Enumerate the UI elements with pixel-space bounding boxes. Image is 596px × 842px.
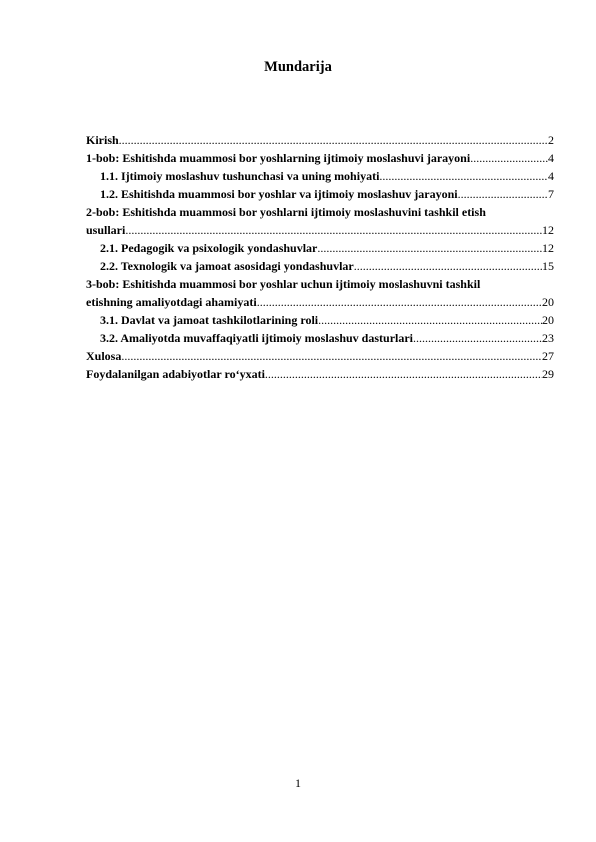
toc-entry-text: Foydalanilgan adabiyotlar ro‘yxati: [86, 367, 265, 381]
toc-entry-chapter-3[interactable]: [86, 275, 554, 311]
toc-entry-text: 2.2. Texnologik va jamoat asosidagi yondashuvlar: [100, 259, 354, 273]
toc-entry-text-line1: 3-bob: Eshitishda muammosi bor yoshlar uchun ijtimoiy moslashuvni tashkil: [86, 277, 481, 291]
toc-entry-text: 1.2. Eshitishda muammosi bor yoshlar va ijtimoiy moslashuv jarayoni: [100, 187, 458, 201]
page-title: Mundarija: [264, 59, 332, 75]
toc-leader-dots: [257, 293, 542, 311]
toc-leader-dots: [318, 311, 542, 329]
toc-page-number: 27: [542, 349, 554, 363]
toc-entry-section-1-2[interactable]: [86, 185, 554, 203]
page-number: 1: [295, 776, 301, 790]
toc-leader-dots: [119, 131, 548, 149]
toc-page-number: 7: [548, 187, 554, 201]
toc-leader-dots: [413, 329, 542, 347]
toc-page-number: 23: [542, 331, 554, 345]
toc-page-number: 4: [548, 169, 554, 183]
toc-entry-section-2-2[interactable]: [86, 257, 554, 275]
toc-leader-dots: [317, 239, 542, 257]
toc-entry-bibliography[interactable]: [86, 365, 554, 383]
toc-entry-kirish[interactable]: [86, 131, 554, 149]
toc-page-number: 15: [542, 259, 554, 273]
toc-leader-dots: [354, 257, 542, 275]
table-of-contents: [86, 131, 554, 383]
toc-entry-text: Xulosa: [86, 349, 122, 363]
toc-entry-text: 3.2. Amaliyotda muvaffaqiyatli ijtimoiy moslashuv dasturlari: [100, 331, 414, 345]
toc-entry-text: 2.1. Pedagogik va psixologik yondashuvlar: [100, 241, 318, 255]
toc-entry-text: 1.1. Ijtimoiy moslashuv tushunchasi va uning mohiyati: [100, 169, 380, 183]
toc-page-number: 12: [542, 241, 554, 255]
toc-page-number: 29: [542, 367, 554, 381]
toc-entry-text: 3.1. Davlat va jamoat tashkilotlarining roli: [100, 313, 319, 327]
toc-page-number: 20: [542, 295, 554, 309]
toc-leader-dots: [265, 365, 542, 383]
toc-entry-text-line1: 2-bob: Eshitishda muammosi bor yoshlarni ijtimoiy moslashuvini tashkil etish: [86, 205, 486, 219]
toc-entry-text: 1-bob: Eshitishda muammosi bor yoshlarning ijtimoiy moslashuvi jarayoni: [86, 151, 471, 165]
toc-leader-dots: [121, 347, 542, 365]
toc-entry-text-line2: usullari: [86, 223, 126, 237]
toc-entry-text-line2: etishning amaliyotdagi ahamiyati: [86, 295, 257, 309]
toc-entry-section-2-1[interactable]: [86, 239, 554, 257]
toc-leader-dots: [379, 167, 548, 185]
toc-entry-xulosa[interactable]: [86, 347, 554, 365]
toc-page-number: 20: [542, 313, 554, 327]
toc-entry-chapter-2[interactable]: [86, 203, 554, 239]
toc-page-number: 2: [548, 133, 554, 147]
toc-entry-chapter-1[interactable]: [86, 149, 554, 167]
toc-entry-section-3-2[interactable]: [86, 329, 554, 347]
toc-leader-dots: [125, 221, 542, 239]
toc-page-number: 12: [542, 223, 554, 237]
toc-entry-section-1-1[interactable]: [86, 167, 554, 185]
toc-leader-dots: [458, 185, 548, 203]
toc-leader-dots: [470, 149, 548, 167]
toc-entry-text: Kirish: [86, 133, 119, 147]
toc-page-number: 4: [548, 151, 554, 165]
toc-entry-section-3-1[interactable]: [86, 311, 554, 329]
